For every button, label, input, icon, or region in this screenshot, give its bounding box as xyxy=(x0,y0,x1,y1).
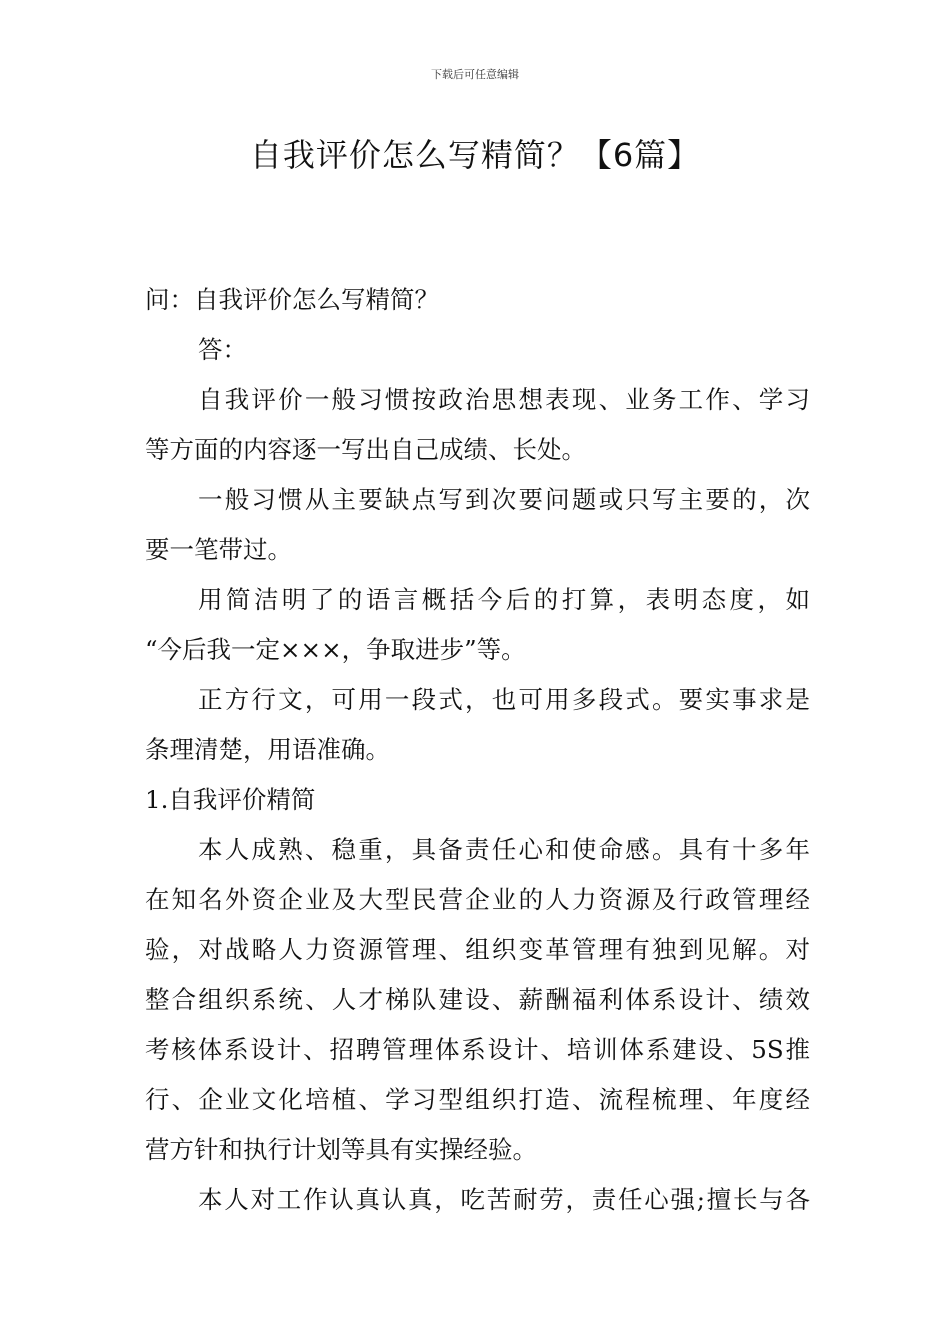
paragraph-line: 营方针和执行计划等具有实操经验。 xyxy=(145,1135,537,1164)
paragraph-line: 整合组织系统、人才梯队建设、薪酬福利体系设计、绩效 xyxy=(145,985,810,1014)
paragraph-line: 用简洁明了的语言概括今后的打算，表明态度，如 xyxy=(198,585,810,614)
paragraph-line: 本人对工作认真认真，吃苦耐劳，责任心强;擅长与各 xyxy=(198,1185,810,1214)
paragraph-line: 考核体系设计、招聘管理体系设计、培训体系建设、5S推 xyxy=(145,1035,810,1064)
paragraph-line: 正方行文，可用一段式，也可用多段式。要实事求是 xyxy=(198,685,810,714)
paragraph-line: 本人成熟、稳重，具备责任心和使命感。具有十多年 xyxy=(198,835,810,864)
paragraph-line: “今后我一定×××，争取进步”等。 xyxy=(145,635,526,664)
header-note: 下载后可任意编辑 xyxy=(431,68,519,81)
question-line: 问：自我评价怎么写精简？ xyxy=(145,285,439,314)
paragraph-line: 行、企业文化培植、学习型组织打造、流程梳理、年度经 xyxy=(145,1085,810,1114)
document-body xyxy=(145,275,810,1225)
paragraph-line: 等方面的内容逐一写出自己成绩、长处。 xyxy=(145,435,586,464)
document-title: 自我评价怎么写精简？【6篇】 xyxy=(249,136,701,174)
paragraph-line: 自我评价一般习惯按政治思想表现、业务工作、学习 xyxy=(198,385,810,414)
answer-label: 答： xyxy=(198,335,247,364)
paragraph-line: 在知名外资企业及大型民营企业的人力资源及行政管理经 xyxy=(145,885,810,914)
paragraph-line: 一般习惯从主要缺点写到次要问题或只写主要的，次 xyxy=(198,485,810,514)
paragraph-line: 条理清楚，用语准确。 xyxy=(145,735,390,764)
paragraph-line: 验，对战略人力资源管理、组织变革管理有独到见解。对 xyxy=(145,935,810,964)
paragraph-line: 要一笔带过。 xyxy=(145,535,292,564)
section-heading: 1.自我评价精简 xyxy=(145,785,316,814)
